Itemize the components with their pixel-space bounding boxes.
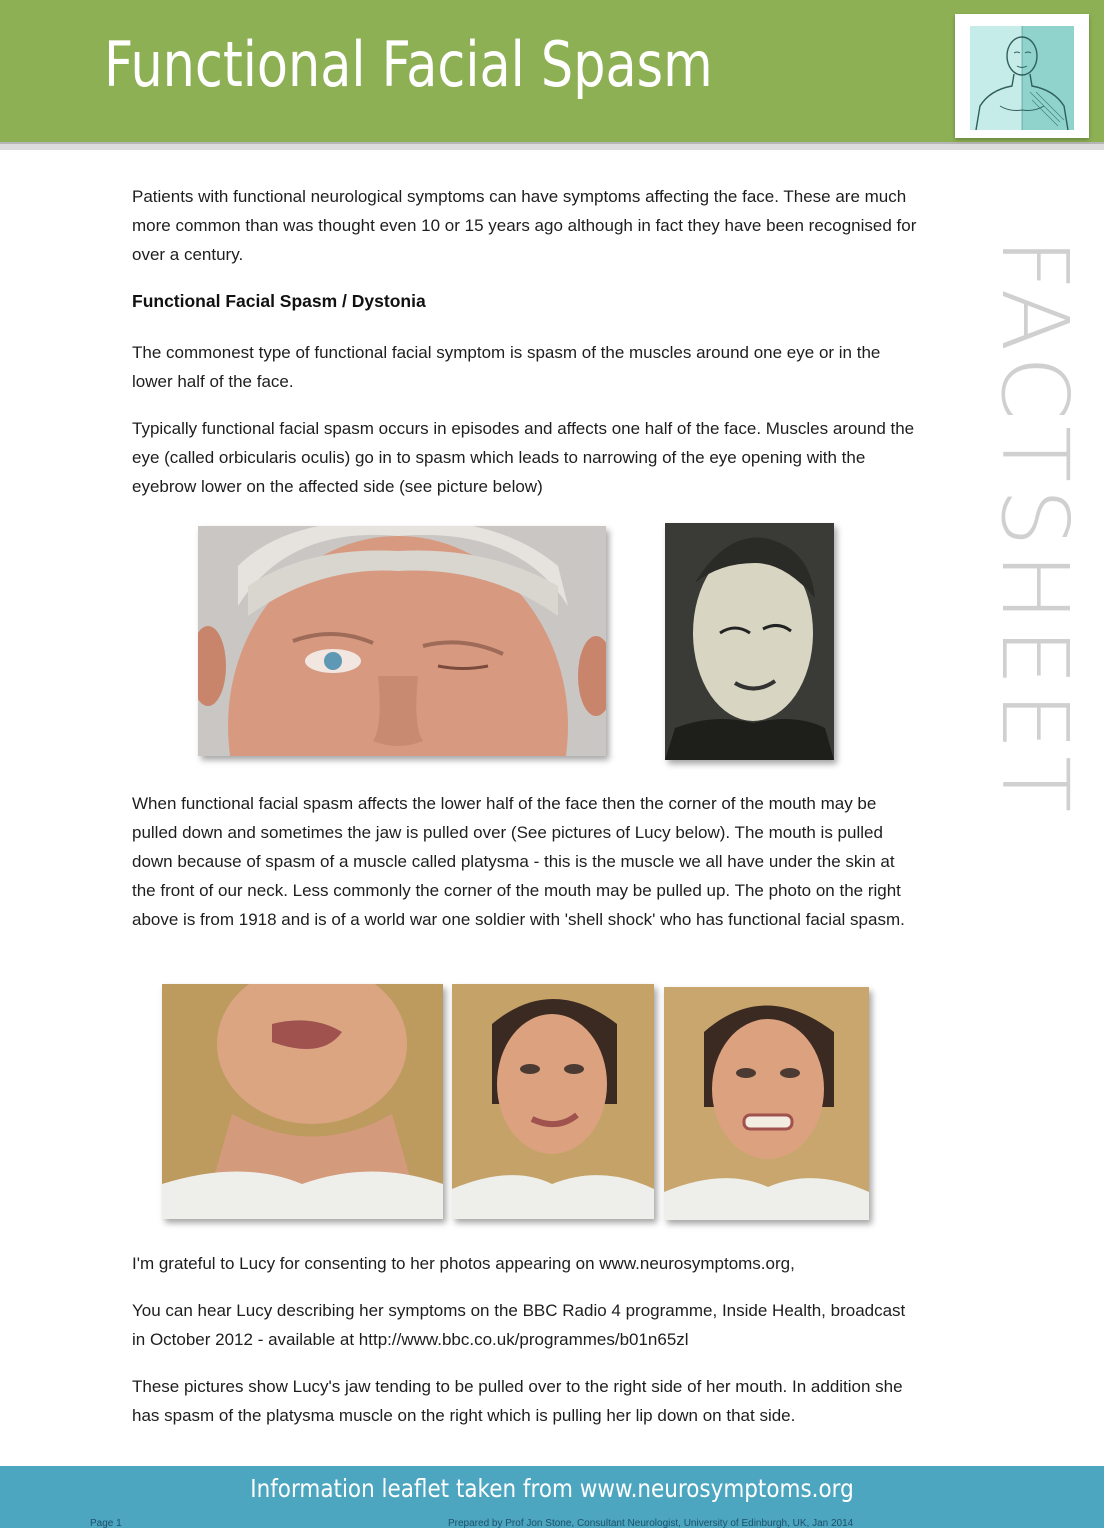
photo-lucy-1 [162,984,443,1219]
footer-text: Information leaflet taken from www.neurosymptoms.org [250,1474,854,1503]
paragraph-radio: You can hear Lucy describing her symptoms on the BBC Radio 4 programme, Inside Health, broadcast in October 2012 - available at http://www.bbc.co.uk/programmes/b01n65zl [132,1301,906,1349]
paragraph-lower-face: When functional facial spasm affects the lower half of the face then the corner of the mouth may be pulled down and sometimes the jaw is pulled over (See pictures of Lucy below). The mouth is pulled down because of spasm of a muscle called platysma - this is the muscle we all have under the skin at the front of our neck. Less commonly the corner of the mouth may be pulled up. The photo on the right above is from 1918 and is of a world war one soldier with 'shell shock' who has functional facial spasm. [132,794,905,929]
anatomy-figure-icon [970,26,1074,130]
paragraph-thanks: I'm grateful to Lucy for consenting to her photos appearing on www.neurosymptoms.org, [132,1254,795,1273]
intro-paragraph: Patients with functional neurological symptoms can have symptoms affecting the face. These are much more common than was thought even 10 or 15 years ago although in fact they have been recognised for over a century. [132,187,917,264]
footer-credit: Prepared by Prof Jon Stone, Consultant Neurologist, University of Edinburgh, UK, Jan 2014 [448,1518,854,1529]
logo [955,14,1089,138]
paragraph-jaw: These pictures show Lucy's jaw tending to be pulled over to the right side of her mouth. In addition she has spasm of the platysma muscle on the right which is pulling her lip down on that side. [132,1377,903,1425]
page-title: Functional Facial Spasm [104,28,713,101]
paragraph-episodes: Typically functional facial spasm occurs in episodes and affects one half of the face. Muscles around the eye (called orbicularis oculis) go in to spasm which leads to narrowing of the eye opening with the eyebrow lower on the affected side (see picture below) [132,419,915,496]
header-divider [0,142,1104,150]
factsheet-side-label: FACTSHEET [981,238,1088,819]
page-number: Page 1 [90,1518,122,1529]
photo-lucy-3 [664,987,869,1220]
paragraph-commonest-type: The commonest type of functional facial symptom is spasm of the muscles around one eye or in the lower half of the face. [132,343,881,391]
section-heading: Functional Facial Spasm / Dystonia [132,291,426,311]
photo-lucy-2 [452,984,654,1219]
photo-1918-soldier [665,523,834,760]
photo-man-eye-spasm [198,526,606,756]
